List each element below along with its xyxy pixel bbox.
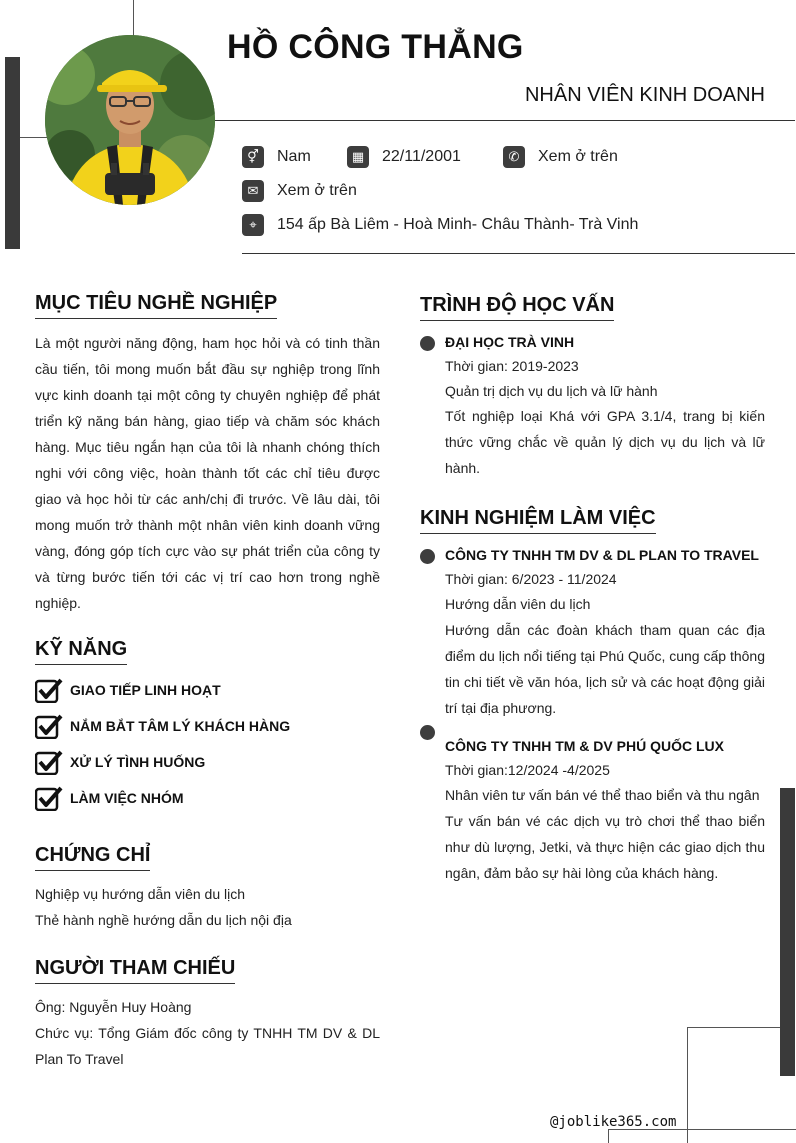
mail-icon: ✉ [242, 180, 264, 202]
experience-title: KINH NGHIỆM LÀM VIỆC [420, 507, 656, 534]
skill-item [35, 677, 221, 703]
certificate-item: Thẻ hành nghề hướng dẫn du lịch nội địa [35, 912, 292, 928]
education-time: Thời gian: 2019-2023 [445, 358, 579, 374]
gender-icon: ⚥ [242, 146, 264, 168]
skills-title: KỸ NĂNG [35, 638, 127, 665]
references-title: NGƯỜI THAM CHIẾU [35, 957, 235, 984]
address-value: 154 ấp Bà Liêm - Hoà Minh- Châu Thành- Trà Vinh [277, 216, 639, 233]
info-divider [242, 253, 795, 254]
skill-item [35, 749, 205, 775]
job-role: Nhân viên tư vấn bán vé thể thao biển và thu ngân [445, 787, 760, 803]
left-accent-bar [5, 57, 20, 249]
skill-label: GIAO TIẾP LINH HOẠT [70, 682, 221, 698]
gender-value: Nam [277, 148, 311, 165]
education-major: Quản trị dịch vụ du lịch và lữ hành [445, 383, 658, 399]
reference-person: Ông: Nguyễn Huy Hoàng [35, 999, 192, 1015]
avatar [45, 35, 215, 205]
email-info [242, 180, 357, 202]
experience-bullet [420, 549, 435, 564]
email-value: Xem ở trên [277, 182, 357, 199]
skill-item [35, 713, 290, 739]
phone-value: Xem ở trên [538, 148, 618, 165]
company-name: CÔNG TY TNHH TM & DV PHÚ QUỐC LUX [445, 738, 724, 754]
job-desc: Hướng dẫn các đoàn khách tham quan các địa điểm du lịch nổi tiếng tại Phú Quốc, cung cấp thông tin chi tiết về văn hóa, lịch sử và các hoạt động giải trí tại địa phương. [445, 622, 765, 716]
job-desc: Tư vấn bán vé các dịch vụ trò chơi thể thao biển như dù lượng, Jetki, và thực hiện các giao dịch thu ngân, đảm bảo sự hài lòng của khách hàng. [445, 813, 765, 881]
job-position: NHÂN VIÊN KINH DOANH [524, 84, 765, 106]
header-divider [215, 120, 795, 121]
phone-icon: ✆ [503, 146, 525, 168]
phone-info [503, 146, 618, 168]
right-accent-bar [780, 788, 795, 1076]
gender-info [242, 146, 311, 168]
skill-label: LÀM VIỆC NHÓM [70, 790, 184, 806]
certificate-item: Nghiệp vụ hướng dẫn viên du lịch [35, 886, 246, 902]
checked-checkbox-icon [35, 677, 63, 703]
education-title: TRÌNH ĐỘ HỌC VẤN [420, 294, 614, 321]
experience-bullet [420, 725, 435, 740]
checked-checkbox-icon [35, 749, 63, 775]
checked-checkbox-icon [35, 785, 63, 811]
skill-item [35, 785, 184, 811]
job-time: Thời gian:12/2024 -4/2025 [445, 762, 610, 778]
bottom-divider-tick [608, 1129, 609, 1143]
candidate-name: HỒ CÔNG THẲNG [227, 28, 524, 66]
footer-watermark: @joblike365.com [550, 1114, 677, 1130]
objective-text: Là một người năng động, ham học hỏi và có tinh thần cầu tiến, tôi mong muốn bắt đầu sự nghiệp trong lĩnh vực kinh doanh tại một công ty chuyên nghiệp để phát triển kỹ năng bán hàng, giao tiếp và chăm sóc khách hàng. Mục tiêu ngắn hạn của tôi là nhanh chóng thích nghi với công việc, hoàn thành tốt các chỉ tiêu được giao và học hỏi từ các anh/chị đi trước. Về lâu dài, tôi mong muốn trở thành một nhân viên kinh doanh vững vàng, đóng góp tích cực vào sự phát triển của công ty và từng bước tiến tới các vị trí cao hơn trong nghề nghiệp. [35, 335, 380, 611]
checked-checkbox-icon [35, 713, 63, 739]
reference-role: Chức vụ: Tổng Giám đốc công ty TNHH TM DV & DL Plan To Travel [35, 1025, 380, 1067]
skill-label: XỬ LÝ TÌNH HUỐNG [70, 754, 206, 770]
bottom-right-frame [687, 1027, 780, 1143]
location-pin-icon: ⌖ [242, 214, 264, 236]
company-name: CÔNG TY TNHH TM DV & DL PLAN TO TRAVEL [445, 547, 759, 563]
top-divider-line [133, 0, 134, 40]
birthday-info [347, 146, 461, 168]
left-divider-line [20, 137, 50, 138]
calendar-icon: ▦ [347, 146, 369, 168]
job-time: Thời gian: 6/2023 - 11/2024 [445, 571, 617, 587]
education-bullet [420, 336, 435, 351]
school-name: ĐẠI HỌC TRÀ VINH [445, 334, 575, 350]
certificates-title: CHỨNG CHỈ [35, 844, 150, 871]
objective-title: MỤC TIÊU NGHỀ NGHIỆP [35, 292, 277, 319]
address-info [242, 214, 638, 236]
skill-label: NẮM BẮT TÂM LÝ KHÁCH HÀNG [70, 718, 291, 734]
birthday-value: 22/11/2001 [382, 148, 461, 165]
education-desc: Tốt nghiệp loại Khá với GPA 3.1/4, trang bị kiến thức vững chắc về quản lý dịch vụ du lịch và lữ hành. [445, 408, 765, 476]
job-role: Hướng dẫn viên du lịch [445, 596, 591, 612]
